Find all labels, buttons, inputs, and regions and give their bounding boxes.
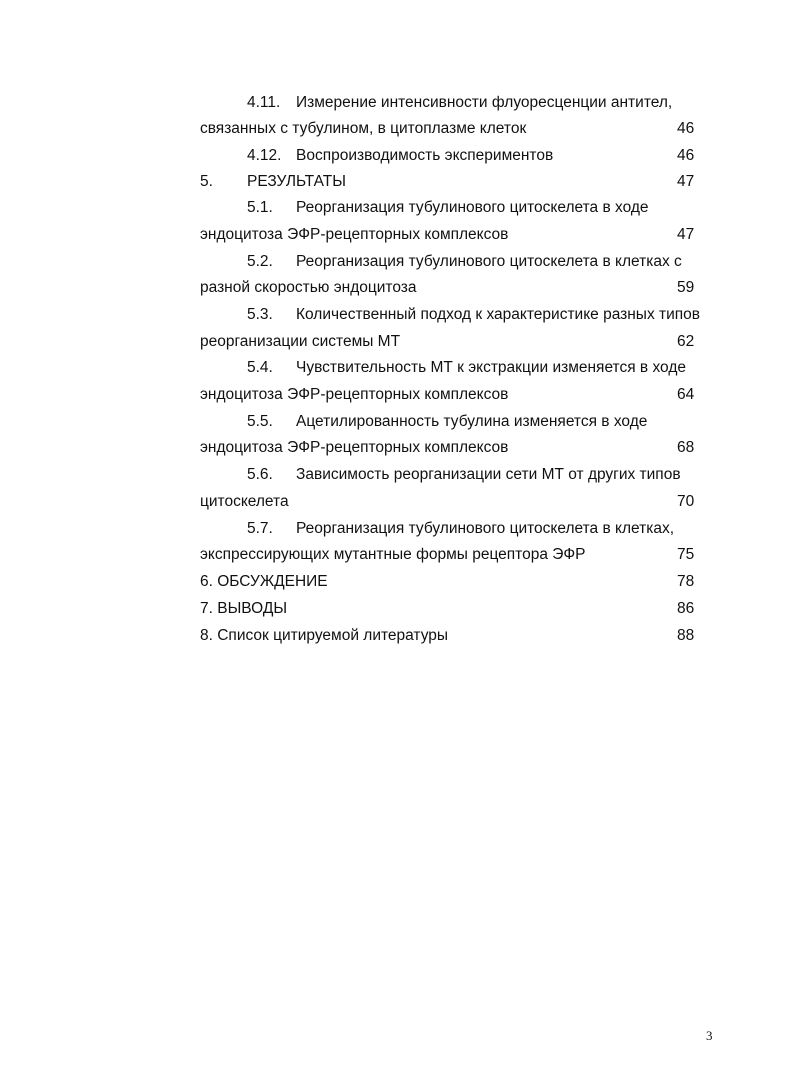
- toc-title-line1: Реорганизация тубулинового цитоскелета в клетках с: [296, 253, 682, 270]
- toc-title-line1: Зависимость реорганизации сети МТ от других типов: [296, 466, 681, 483]
- toc-title-line2: эндоцитоза ЭФР-рецепторных комплексов: [200, 386, 509, 403]
- toc-number: 5.5.: [247, 413, 273, 430]
- toc-title-line2: экспрессирующих мутантные формы рецептора ЭФР: [200, 546, 586, 563]
- toc-title-line1: Чувствительность МТ к экстракции изменяется в ходе: [296, 359, 686, 376]
- toc-page: 70: [677, 493, 695, 510]
- toc-title-line2: связанных с тубулином, в цитоплазме клеток: [200, 120, 527, 137]
- toc-page: 64: [677, 386, 695, 403]
- toc-title: Воспроизводимость экспериментов: [296, 147, 554, 164]
- toc-title-line2: цитоскелета: [200, 493, 289, 510]
- toc-title: 6. ОБСУЖДЕНИЕ: [200, 573, 328, 590]
- toc-title-line1: Измерение интенсивности флуоресценции антител,: [296, 94, 673, 111]
- page-number: 3: [706, 1028, 713, 1043]
- toc-page: 47: [677, 226, 695, 243]
- toc-page: 47: [677, 173, 695, 190]
- toc-number: 5.6.: [247, 466, 273, 483]
- toc-page: 46: [677, 120, 695, 137]
- toc-page: 86: [677, 600, 695, 617]
- toc-title-line2: реорганизации системы МТ: [200, 333, 401, 350]
- toc-page: 88: [677, 627, 695, 644]
- toc-title: РЕЗУЛЬТАТЫ: [247, 173, 346, 190]
- toc-page: 75: [677, 546, 695, 563]
- toc-title: 8. Список цитируемой литературы: [200, 627, 449, 644]
- toc-number: 5.7.: [247, 520, 273, 537]
- toc-title: 7. ВЫВОДЫ: [200, 600, 288, 617]
- toc-title-line1: Реорганизация тубулинового цитоскелета в клетках,: [296, 520, 675, 537]
- toc-page: 59: [677, 279, 695, 296]
- toc-page: 46: [677, 147, 695, 164]
- toc-title-line2: эндоцитоза ЭФР-рецепторных комплексов: [200, 439, 509, 456]
- toc-page: 68: [677, 439, 695, 456]
- toc-page: 78: [677, 573, 695, 590]
- toc-title-line1: Реорганизация тубулинового цитоскелета в ходе: [296, 199, 649, 216]
- toc-number: 5.4.: [247, 359, 273, 376]
- toc-number: 4.12.: [247, 147, 282, 164]
- toc-number: 5.3.: [247, 306, 273, 323]
- toc-title-line2: эндоцитоза ЭФР-рецепторных комплексов: [200, 226, 509, 243]
- toc-page: 62: [677, 333, 695, 350]
- toc-title-line1: Количественный подход к характеристике разных типов: [296, 306, 701, 323]
- toc-title-line2: разной скоростью эндоцитоза: [200, 279, 417, 296]
- toc-number: 5.: [200, 173, 213, 190]
- toc-number: 5.2.: [247, 253, 273, 270]
- toc-number: 4.11.: [247, 94, 281, 111]
- toc-number: 5.1.: [247, 199, 273, 216]
- toc-title-line1: Ацетилированность тубулина изменяется в ходе: [296, 413, 648, 430]
